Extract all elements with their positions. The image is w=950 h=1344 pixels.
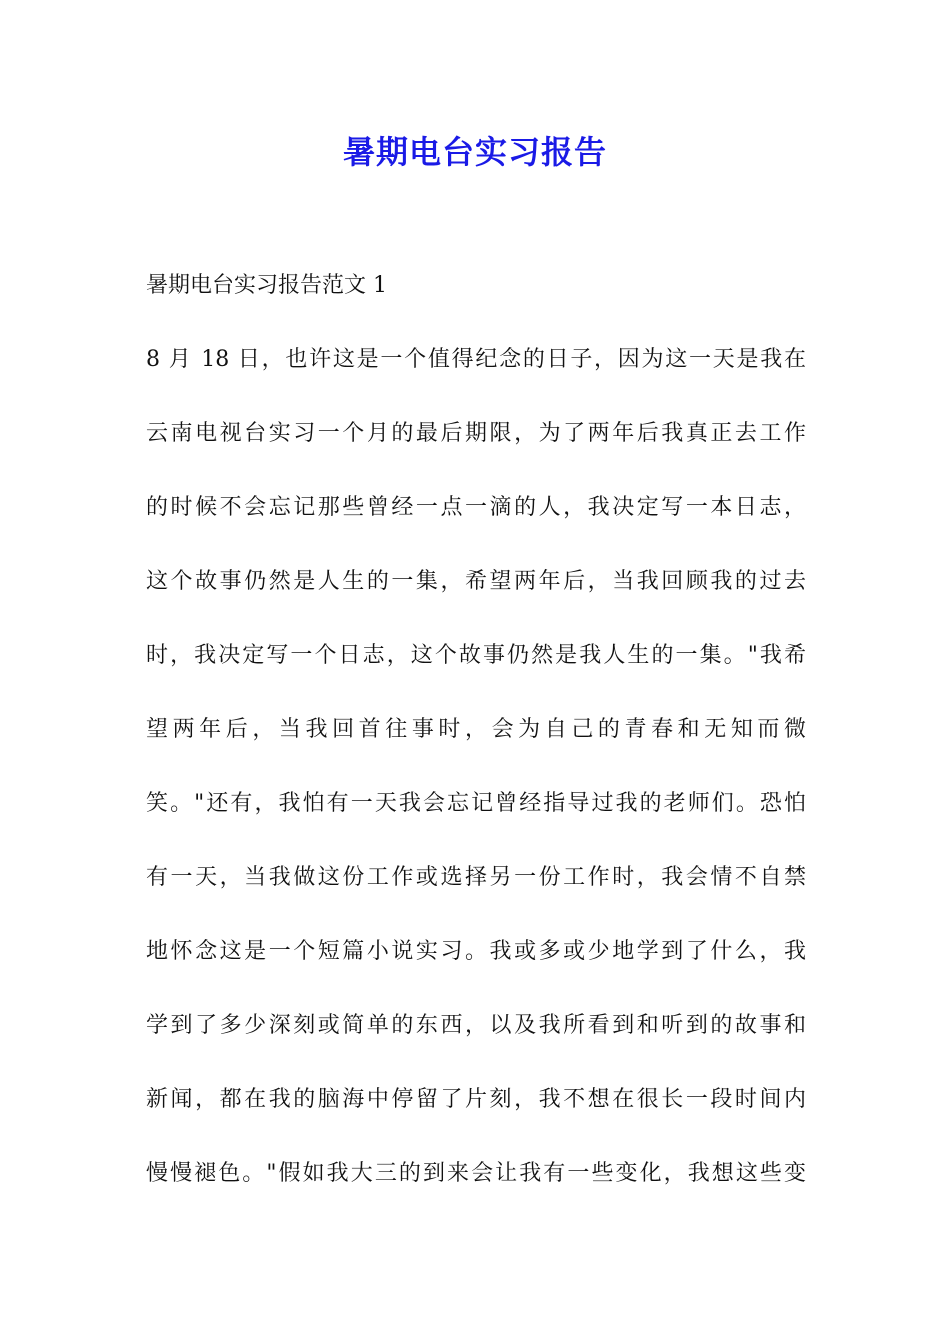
text-line: 的时候不会忘记那些曾经一点一滴的人，我决定写一本日志， [146, 495, 806, 520]
text-line: 地怀念这是一个短篇小说实习。我或多或少地学到了什么，我 [146, 939, 806, 964]
text-line: 望两年后，当我回首往事时，会为自己的青春和无知而微 [146, 717, 806, 742]
text-line: 时，我决定写一个日志，这个故事仍然是我人生的一集。"我希 [146, 643, 806, 668]
text-line: 慢慢褪色。"假如我大三的到来会让我有一些变化，我想这些变 [146, 1161, 806, 1186]
text-line: 这个故事仍然是人生的一集，希望两年后，当我回顾我的过去 [146, 569, 806, 594]
text-line: 笑。"还有，我怕有一天我会忘记曾经指导过我的老师们。恐怕 [146, 791, 806, 816]
text-line: 8 月 18 日，也许这是一个值得纪念的日子，因为这一天是我在 [146, 347, 806, 372]
body-text [146, 342, 806, 1230]
text-line: 学到了多少深刻或简单的东西，以及我所看到和听到的故事和 [146, 1013, 806, 1038]
section-heading: 暑期电台实习报告范文 1 [146, 273, 387, 298]
text-line: 云南电视台实习一个月的最后期限，为了两年后我真正去工作 [146, 421, 806, 446]
text-line: 新闻，都在我的脑海中停留了片刻，我不想在很长一段时间内 [146, 1087, 806, 1112]
document-title: 暑期电台实习报告 [342, 133, 607, 171]
text-line: 有一天，当我做这份工作或选择另一份工作时，我会情不自禁 [146, 865, 806, 890]
